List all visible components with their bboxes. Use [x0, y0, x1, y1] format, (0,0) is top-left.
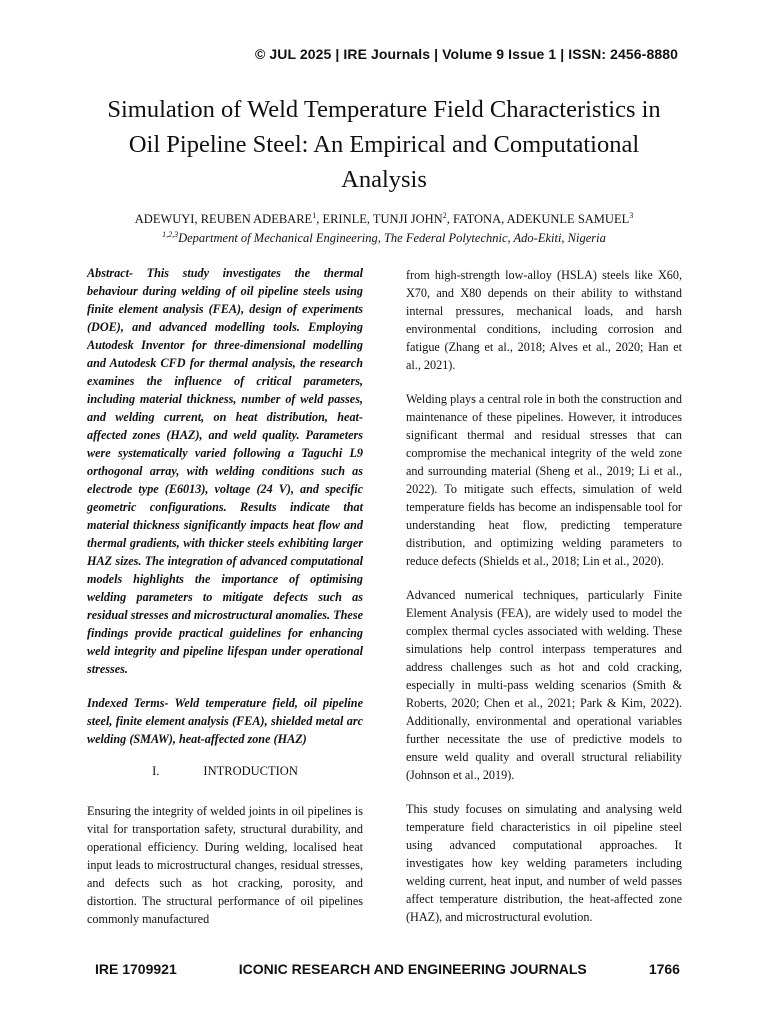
title-line: Simulation of Weld Temperature Field Characteristics in: [107, 96, 661, 123]
author-name: FATONA, ADEKUNLE SAMUEL: [452, 212, 630, 226]
body-paragraph: Advanced numerical techniques, particularly Finite Element Analysis (FEA), are widely used to model the complex thermal cycles associated with welding. These simulations help control interpass temperatures and address challenges such as hot and cold cracking, especially in multi-pass welding scenarios (Smith & Roberts, 2020; Chen et al., 2021; Park & Kim, 2022). Additionally, environmental and operational variables further necessitate the use of predictive models to ensure weld quality and overall structural reliability (Johnson et al., 2019).: [406, 588, 682, 782]
body-paragraph: This study focuses on simulating and analysing weld temperature field characteristics in oil pipeline steel using advanced computational approaches. It investigates how key welding parameters including welding current, heat input, and number of weld passes affect temperature distribution, the heat-affected zone (HAZ), and microstructural evolution.: [406, 802, 682, 924]
footer-paper-id: IRE 1709921: [95, 961, 177, 977]
affiliation-mark: 1,2,3: [162, 229, 179, 239]
index-terms: Indexed Terms- Weld temperature field, oil pipeline steel, finite element analysis (FEA), shielded metal arc welding (SMAW), heat-affected zone (HAZ): [87, 696, 363, 746]
section-heading: [87, 762, 363, 780]
body-paragraph: Welding plays a central role in both the construction and maintenance of these pipelines. However, it introduces significant thermal and residual stresses that can compromise the mechanical integrity of the weld zone and surrounding material (Sheng et al., 2019; Li et al., 2022). To mitigate such effects, simulation of weld temperature fields has become an indispensable tool for understanding heat flow, predicting temperature distribution, and optimizing welding parameters to reduce defects (Shields et al., 2018; Lin et al., 2020).: [406, 392, 682, 568]
title-line: Analysis: [341, 166, 427, 193]
author-name: ERINLE, TUNJI JOHN: [322, 212, 443, 226]
body-paragraph: from high-strength low-alloy (HSLA) steels like X60, X70, and X80 depends on their ability to withstand internal pressures, mechanical loads, and harsh environmental conditions, including corrosion and fatigue (Zhang et al., 2018; Alves et al., 2020; Han et al., 2021).: [406, 268, 682, 372]
author-list: ADEWUYI, REUBEN ADEBARE$^1$, ERINLE, TUNJI JOHN$^2$, FATONA, ADEKUNLE SAMUEL$^3$: [134, 210, 634, 226]
author-affiliation-mark: 1: [312, 210, 317, 220]
page-footer: [95, 961, 680, 977]
left-column: [87, 264, 363, 928]
abstract: Abstract- This study investigates the thermal behaviour during welding of oil pipeline steels using finite element analysis (FEA), design of experiments (DOE), and advanced modelling tools. Employing Autodesk Inventor for three-dimensional modelling and Autodesk CFD for thermal analysis, the research examines the influence of critical parameters, including material thickness, number of weld passes, and welding current, on heat distribution, heat-affected zones (HAZ), and weld quality. Parameters were systematically varied following a Taguchi L9 orthogonal array, with welding conditions such as electrode type (E6013), voltage (24 V), and specific geometric configurations. Results indicate that material thickness significantly impacts heat flow and thermal gradients, with thicker steels exhibiting larger HAZ sizes. The integration of advanced computational models highlights the importance of optimising welding parameters to mitigate defects such as residual stresses and microstructural anomalies. These findings provide practical guidelines for enhancing weld integrity and pipeline lifespan under operational stresses.: [87, 266, 363, 676]
page-number: 1766: [648, 961, 680, 977]
paper-title: [70, 92, 698, 197]
right-column: [406, 266, 682, 926]
author-name: ADEWUYI, REUBEN ADEBARE: [134, 212, 313, 226]
affiliation: [60, 231, 708, 246]
author-affiliation-mark: 2: [442, 210, 447, 220]
author-affiliation-mark: 3: [629, 210, 634, 220]
section-title: INTRODUCTION: [203, 764, 298, 778]
intro-paragraph: Ensuring the integrity of welded joints in oil pipelines is vital for transportation safety, structural durability, and operational efficiency. During welding, localised heat input leads to microstructural changes, residual stresses, and defects such as hot cracking, porosity, and distortion. The structural performance of oil pipelines commonly manufactured: [87, 804, 363, 926]
title-line: Oil Pipeline Steel: An Empirical and Computational: [128, 131, 640, 158]
journal-header: © JUL 2025 | IRE Journals | Volume 9 Issue 1 | ISSN: 2456-8880: [254, 46, 678, 62]
affiliation-text: Department of Mechanical Engineering, The Federal Polytechnic, Ado-Ekiti, Nigeria: [178, 231, 606, 245]
section-number: I.: [152, 764, 160, 778]
footer-journal-name: ICONIC RESEARCH AND ENGINEERING JOURNALS: [238, 961, 587, 977]
